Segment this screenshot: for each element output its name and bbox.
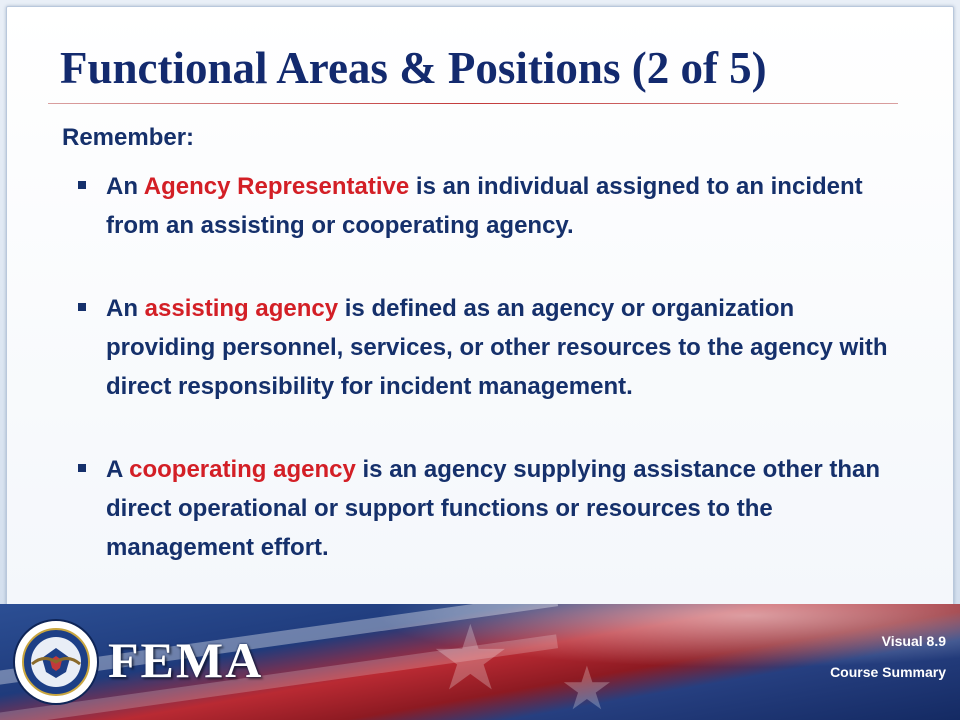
highlighted-term: cooperating agency <box>129 456 356 483</box>
square-bullet-icon <box>78 181 86 189</box>
slide-title: Functional Areas & Positions (2 of 5) <box>60 43 767 93</box>
bullet-item <box>70 289 900 406</box>
square-bullet-icon <box>78 303 86 311</box>
bullet-item <box>70 167 900 245</box>
star-icon: ★ <box>560 655 614 720</box>
bullet-text: An assisting agency is defined as an agency or organization providing personnel, services, or other resources to the agency with direct responsibility for incident management. <box>106 295 888 400</box>
footer-banner <box>0 604 960 720</box>
bullet-item <box>70 450 900 567</box>
bullet-text: An Agency Representative is an individual assigned to an incident from an assisting or cooperating agency. <box>106 173 863 239</box>
dhs-seal-icon <box>12 618 100 706</box>
course-name: Course Summary <box>830 664 946 680</box>
bullet-text: A cooperating agency is an agency supplying assistance other than direct operational or support functions or resources to the management effort. <box>106 456 880 561</box>
intro-label: Remember: <box>62 124 195 151</box>
highlighted-term: Agency Representative <box>143 173 410 200</box>
square-bullet-icon <box>78 464 86 472</box>
highlighted-term: assisting agency <box>144 295 339 322</box>
fema-logo: FEMA <box>108 632 264 688</box>
star-icon: ★ <box>430 609 511 709</box>
visual-number: Visual 8.9 <box>881 633 946 649</box>
title-divider <box>48 103 898 104</box>
